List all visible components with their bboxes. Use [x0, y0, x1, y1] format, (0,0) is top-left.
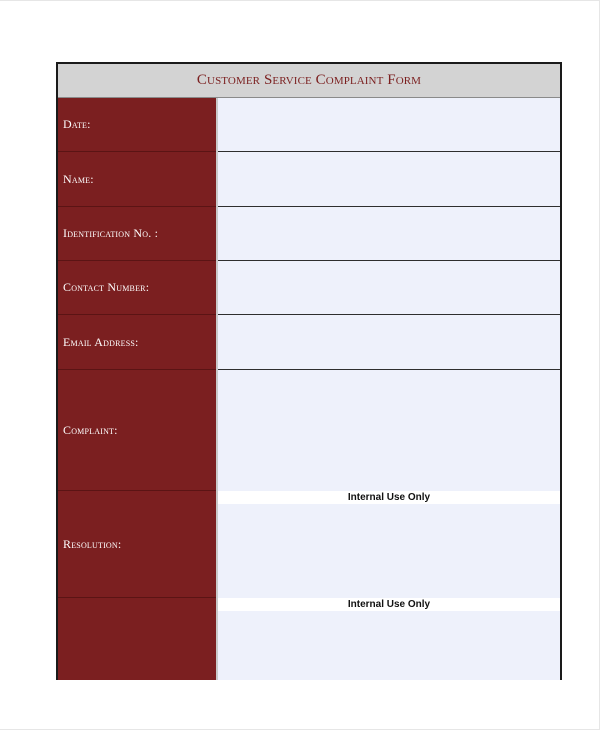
complaint-field[interactable]: [218, 370, 560, 491]
form-row-identification: [58, 207, 560, 261]
form-title-bar: [58, 64, 560, 98]
form-row-date: [58, 98, 560, 152]
name-label: Name:: [63, 171, 94, 186]
form-row-resolution: [58, 491, 560, 598]
form-row-email: [58, 315, 560, 370]
complaint-label: Complaint:: [63, 422, 118, 437]
name-label-cell: [58, 152, 216, 207]
identification-label: Identification No. :: [63, 226, 159, 240]
form-row-contact-number: [58, 261, 560, 315]
complaint-label-cell: [58, 370, 216, 491]
identification-label-cell: [58, 207, 216, 261]
email-field[interactable]: [218, 315, 560, 370]
form-row-complaint: [58, 370, 560, 491]
internal-use-note: Internal Use Only: [218, 598, 560, 611]
resolution-field[interactable]: [218, 491, 560, 598]
page-edge: [0, 0, 600, 1]
date-label: Date:: [63, 117, 91, 131]
form-row-name: [58, 152, 560, 207]
contact-number-field[interactable]: [218, 261, 560, 315]
email-label-cell: [58, 315, 216, 370]
form-row-internal: [58, 598, 560, 680]
name-field[interactable]: [218, 152, 560, 207]
internal-label-cell: [58, 598, 216, 680]
contact-number-label-cell: [58, 261, 216, 315]
date-label-cell: [58, 98, 216, 152]
contact-number-label: Contact Number:: [63, 280, 150, 294]
internal-field[interactable]: [218, 598, 560, 680]
form-title: Customer Service Complaint Form: [196, 72, 422, 88]
identification-field[interactable]: [218, 207, 560, 261]
date-field[interactable]: [218, 98, 560, 152]
complaint-form: [56, 62, 562, 680]
internal-use-note: Internal Use Only: [218, 491, 560, 504]
resolution-label-cell: [58, 491, 216, 598]
email-label: Email Address:: [63, 334, 139, 349]
resolution-label: Resolution:: [63, 536, 122, 551]
